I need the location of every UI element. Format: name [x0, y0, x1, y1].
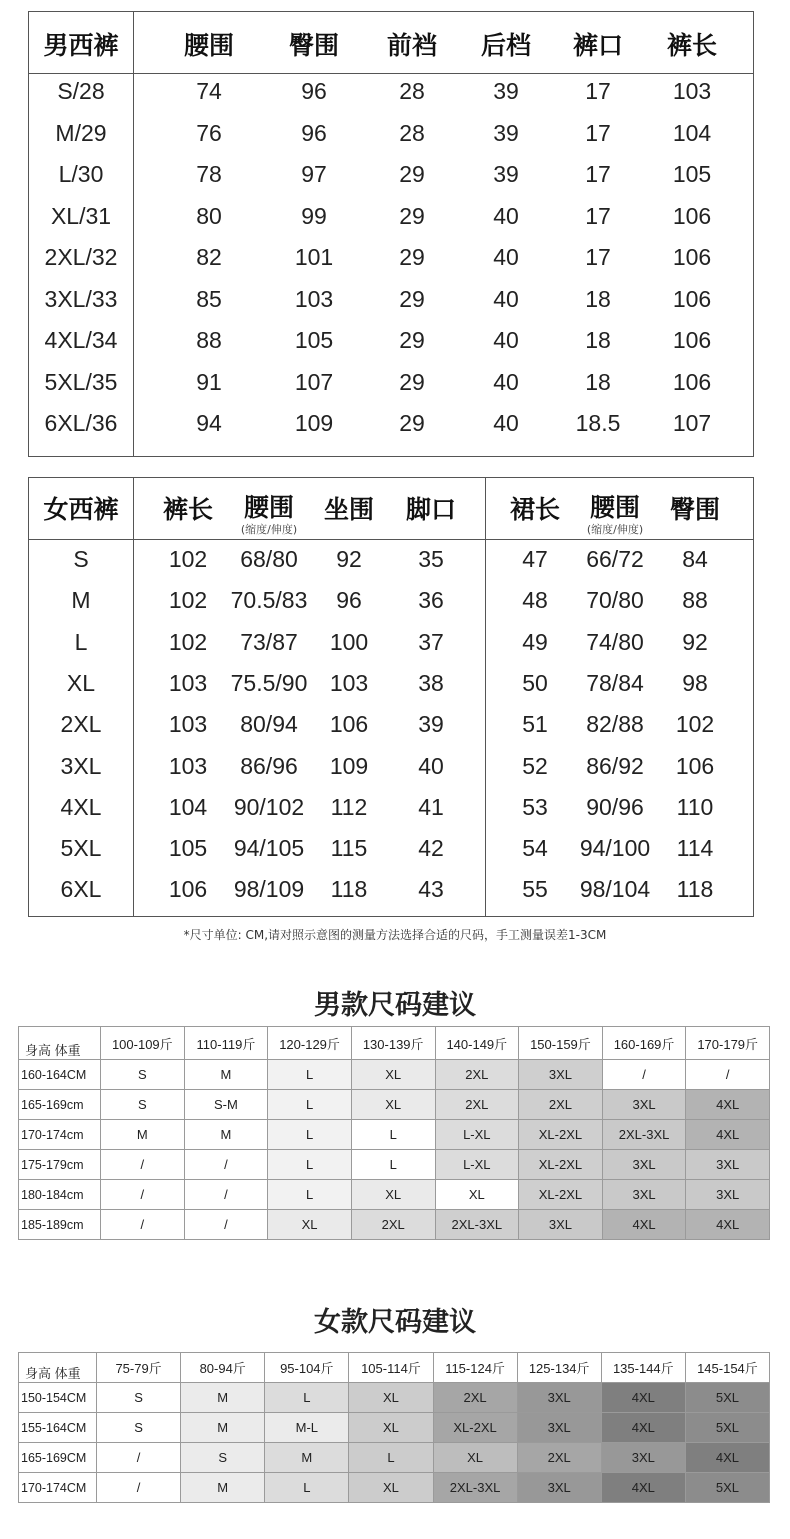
men-size-label: 3XL/33 [44, 285, 118, 312]
men-size-value: 105 [672, 161, 712, 187]
women-size-value: 92 [336, 546, 362, 572]
women-suggest-weight-header: 145-154斤 [685, 1353, 769, 1383]
men-suggest-height-label: 170-174cm [19, 1120, 101, 1150]
women-suggest-size-cell: S [181, 1443, 265, 1473]
men-suggest-size-cell: L [351, 1120, 435, 1150]
women-size-value: 40 [418, 752, 444, 779]
women-suggest-size-cell: 3XL [517, 1413, 601, 1443]
men-size-value: 28 [399, 78, 425, 104]
women-suggest-size-cell: S [97, 1383, 181, 1413]
women-size-value: 80/94 [240, 711, 298, 738]
women-size-value: 42 [418, 835, 444, 862]
women-suggest-size-cell: L [349, 1443, 433, 1473]
men-size-value: 96 [301, 78, 327, 104]
men-size-label: L/30 [58, 161, 104, 187]
women-suggest-size-cell: XL [349, 1383, 433, 1413]
men-size-value: 40 [493, 244, 519, 270]
men-suggest-title: 男款尺码建议 [314, 990, 476, 1021]
men-size-value: 109 [294, 410, 334, 436]
women-header-skirt-waist: 腰围 [589, 493, 640, 522]
men-size-label: 6XL/36 [44, 410, 118, 436]
men-suggest-size-cell: L-XL [435, 1150, 519, 1180]
women-size-value: 118 [676, 876, 714, 903]
women-size-label: L [74, 628, 88, 655]
women-size-value: 74/80 [586, 628, 644, 655]
men-suggest-row [19, 1210, 770, 1240]
men-suggest-size-cell: L [268, 1090, 352, 1120]
men-suggest-size-cell: XL-2XL [519, 1150, 603, 1180]
women-size-value: 52 [522, 752, 548, 779]
men-suggest-row [19, 1060, 770, 1090]
women-size-value: 78/84 [586, 669, 644, 696]
women-suggest-size-cell: 2XL [517, 1443, 601, 1473]
women-size-value: 102 [168, 587, 208, 614]
women-size-label: S [73, 546, 89, 572]
men-size-value: 29 [399, 244, 425, 270]
women-size-value: 55 [522, 876, 548, 903]
women-size-label: 2XL [60, 711, 102, 738]
men-size-value: 40 [493, 368, 519, 395]
women-size-value: 48 [522, 587, 548, 614]
women-size-value: 103 [168, 669, 208, 696]
men-size-value: 94 [196, 410, 222, 436]
women-size-value: 73/87 [240, 628, 298, 655]
men-size-value: 99 [301, 202, 327, 229]
women-suggest-size-cell: 2XL [433, 1383, 517, 1413]
women-suggest-size-cell: M [181, 1473, 265, 1503]
women-size-value: 106 [675, 752, 715, 779]
women-suggest-size-cell: XL [349, 1413, 433, 1443]
men-size-value: 106 [672, 285, 712, 312]
women-size-value: 102 [675, 711, 715, 738]
women-size-value: 98/109 [233, 876, 305, 903]
unit-note: *尺寸单位: CM,请对照示意图的测量方法选择合适的尺码，手工测量误差1-3CM [183, 928, 607, 942]
men-suggest-size-cell: XL [351, 1090, 435, 1120]
women-size-value: 66/72 [586, 546, 644, 572]
women-size-table [28, 477, 754, 917]
men-suggest-size-cell: S-M [184, 1090, 268, 1120]
men-size-value: 107 [672, 410, 712, 436]
women-size-value: 94/105 [233, 835, 305, 862]
men-suggest-size-cell: 2XL [435, 1060, 519, 1090]
women-suggest-weight-header: 105-114斤 [349, 1353, 433, 1383]
women-size-value: 114 [676, 835, 714, 862]
women-suggest-size-cell: 3XL [601, 1443, 685, 1473]
women-suggest-size-cell: S [97, 1413, 181, 1443]
women-size-value: 104 [168, 793, 208, 820]
men-suggest-weight-header: 100-109斤 [101, 1027, 185, 1060]
women-size-value: 41 [418, 793, 444, 820]
women-size-value: 90/96 [586, 793, 644, 820]
women-suggest-height-label: 170-174CM [19, 1473, 97, 1503]
men-size-value: 74 [196, 78, 222, 104]
men-size-value: 29 [399, 202, 425, 229]
men-size-value: 18.5 [575, 410, 621, 436]
women-size-value: 106 [168, 876, 208, 903]
men-size-value: 96 [301, 119, 327, 146]
men-suggest-weight-header: 130-139斤 [351, 1027, 435, 1060]
women-size-value: 98/104 [579, 876, 651, 903]
men-suggest-size-cell: 4XL [602, 1210, 686, 1240]
women-suggest-height-label: 150-154CM [19, 1383, 97, 1413]
men-size-value: 17 [585, 119, 611, 146]
men-size-value: 106 [672, 244, 712, 270]
women-size-value: 70.5/83 [230, 587, 308, 614]
men-size-value: 101 [294, 244, 334, 270]
men-size-value: 18 [585, 368, 611, 395]
women-size-value: 90/102 [233, 793, 305, 820]
men-size-value: 106 [672, 327, 712, 353]
women-suggest-row [19, 1473, 770, 1503]
women-size-value: 98 [682, 669, 708, 696]
women-header-length: 裤长 [162, 495, 213, 524]
men-suggest-size-cell: XL [351, 1060, 435, 1090]
women-suggest-size-cell: 3XL [517, 1473, 601, 1503]
women-size-value: 115 [330, 835, 368, 862]
men-suggest-size-cell: XL [351, 1180, 435, 1210]
men-size-value: 40 [493, 202, 519, 229]
women-table-divider-left [133, 478, 134, 916]
men-size-label: M/29 [55, 119, 107, 146]
women-size-value: 54 [522, 835, 548, 862]
men-size-value: 88 [196, 327, 222, 353]
women-suggest-size-cell: M [265, 1443, 349, 1473]
women-size-value: 109 [329, 752, 369, 779]
women-suggest-weight-header: 80-94斤 [181, 1353, 265, 1383]
men-size-value: 29 [399, 161, 425, 187]
women-size-value: 88 [682, 587, 708, 614]
men-size-value: 29 [399, 285, 425, 312]
women-size-value: 47 [522, 546, 548, 572]
women-suggest-size-cell: XL [433, 1443, 517, 1473]
men-suggest-corner-label: 身高 体重 [19, 1027, 101, 1060]
men-suggest-size-cell: 4XL [686, 1120, 770, 1150]
men-suggest-size-cell: / [101, 1150, 185, 1180]
women-suggest-size-cell: 5XL [685, 1473, 769, 1503]
men-suggest-size-cell: 3XL [519, 1210, 603, 1240]
men-size-value: 17 [585, 202, 611, 229]
women-size-value: 35 [418, 546, 444, 572]
women-suggest-weight-header: 125-134斤 [517, 1353, 601, 1383]
women-size-value: 36 [418, 587, 444, 614]
men-suggest-row [19, 1150, 770, 1180]
men-size-value: 18 [585, 285, 611, 312]
women-size-value: 96 [336, 587, 362, 614]
men-suggest-size-cell: 2XL-3XL [602, 1120, 686, 1150]
men-size-value: 107 [294, 368, 334, 395]
women-suggest-weight-header: 75-79斤 [97, 1353, 181, 1383]
men-suggest-row [19, 1180, 770, 1210]
women-size-label: 5XL [60, 835, 102, 862]
men-suggest-size-cell: S [101, 1090, 185, 1120]
men-suggest-size-cell: / [184, 1180, 268, 1210]
women-size-value: 86/92 [586, 752, 644, 779]
women-size-value: 53 [522, 793, 548, 820]
women-header-skirt-hip: 臀围 [669, 495, 720, 524]
men-suggest-size-cell: 3XL [686, 1180, 770, 1210]
women-suggest-weight-header: 115-124斤 [433, 1353, 517, 1383]
women-suggest-size-cell: L [265, 1473, 349, 1503]
men-suggest-size-cell: M [101, 1120, 185, 1150]
men-size-value: 103 [294, 285, 334, 312]
men-suggest-height-label: 160-164CM [19, 1060, 101, 1090]
women-size-value: 106 [329, 711, 369, 738]
women-size-value: 84 [682, 546, 708, 572]
men-size-value: 106 [672, 202, 712, 229]
men-size-value: 105 [294, 327, 334, 353]
men-size-value: 17 [585, 161, 611, 187]
men-size-table [28, 11, 754, 457]
women-size-label: XL [66, 669, 96, 696]
men-suggest-size-cell: L [268, 1060, 352, 1090]
women-size-value: 92 [682, 628, 708, 655]
men-header-hip: 臀围 [288, 31, 339, 60]
men-suggest-size-cell: / [101, 1180, 185, 1210]
men-size-value: 29 [399, 327, 425, 353]
men-suggest-weight-header: 170-179斤 [686, 1027, 770, 1060]
men-suggest-size-cell: 3XL [602, 1180, 686, 1210]
men-suggest-size-cell: L-XL [435, 1120, 519, 1150]
men-suggest-size-cell: / [602, 1060, 686, 1090]
men-suggest-grid [18, 1026, 770, 1240]
men-suggest-size-cell: / [101, 1210, 185, 1240]
women-size-value: 110 [676, 793, 714, 820]
women-skirt-waist-subnote: (缩度/伸度) [586, 523, 644, 536]
men-suggest-size-cell: 2XL [435, 1090, 519, 1120]
women-suggest-size-cell: 4XL [685, 1443, 769, 1473]
men-suggest-size-cell: XL [435, 1180, 519, 1210]
women-size-value: 112 [330, 793, 368, 820]
men-suggest-size-cell: L [268, 1150, 352, 1180]
women-size-value: 102 [168, 628, 208, 655]
women-size-value: 50 [522, 669, 548, 696]
men-suggest-size-cell: L [351, 1150, 435, 1180]
women-size-value: 68/80 [240, 546, 298, 572]
men-size-value: 40 [493, 285, 519, 312]
women-size-value: 102 [168, 546, 208, 572]
men-suggest-size-cell: 4XL [686, 1090, 770, 1120]
men-size-label: 4XL/34 [44, 327, 118, 353]
men-size-label: 2XL/32 [44, 244, 118, 270]
women-size-value: 103 [168, 752, 208, 779]
men-size-value: 106 [672, 368, 712, 395]
men-size-value: 91 [196, 368, 222, 395]
men-suggest-size-cell: / [686, 1060, 770, 1090]
men-suggest-size-cell: 3XL [519, 1060, 603, 1090]
men-size-value: 85 [196, 285, 222, 312]
women-suggest-title: 女款尺码建议 [314, 1307, 476, 1338]
men-suggest-size-cell: 3XL [686, 1150, 770, 1180]
men-suggest-height-label: 165-169cm [19, 1090, 101, 1120]
women-size-value: 86/96 [240, 752, 298, 779]
women-table-divider-mid [485, 478, 486, 916]
women-suggest-size-cell: XL [349, 1473, 433, 1503]
women-suggest-row [19, 1413, 770, 1443]
women-size-value: 75.5/90 [230, 669, 308, 696]
men-size-value: 104 [672, 119, 712, 146]
men-size-value: 29 [399, 368, 425, 395]
men-header-waist: 腰围 [183, 31, 234, 60]
men-suggest-size-cell: 3XL [602, 1150, 686, 1180]
women-suggest-row [19, 1383, 770, 1413]
women-header-seat: 坐围 [323, 495, 374, 524]
men-suggest-height-label: 185-189cm [19, 1210, 101, 1240]
women-suggest-size-cell: / [97, 1443, 181, 1473]
men-header-hem: 裤口 [572, 31, 623, 60]
women-size-value: 37 [418, 628, 444, 655]
men-header-front-rise: 前裆 [386, 31, 437, 60]
men-size-value: 28 [399, 119, 425, 146]
men-table-divider [133, 12, 134, 456]
men-header-length: 裤长 [666, 31, 717, 60]
women-suggest-row [19, 1443, 770, 1473]
men-suggest-height-label: 180-184cm [19, 1180, 101, 1210]
women-size-value: 100 [329, 628, 369, 655]
women-suggest-size-cell: 4XL [601, 1473, 685, 1503]
women-header-skirt-length: 裙长 [509, 495, 560, 524]
men-suggest-size-cell: 3XL [602, 1090, 686, 1120]
men-suggest-size-cell: 2XL [351, 1210, 435, 1240]
men-size-value: 76 [196, 119, 222, 146]
women-suggest-size-cell: 3XL [517, 1383, 601, 1413]
men-size-value: 40 [493, 410, 519, 436]
women-size-value: 38 [418, 669, 444, 696]
men-suggest-weight-header: 140-149斤 [435, 1027, 519, 1060]
men-suggest-size-cell: 2XL [519, 1090, 603, 1120]
men-header-label: 男西裤 [43, 31, 119, 60]
women-suggest-weight-header: 95-104斤 [265, 1353, 349, 1383]
women-suggest-size-cell: 4XL [601, 1413, 685, 1443]
men-suggest-size-cell: XL [268, 1210, 352, 1240]
women-waist-subnote: (缩度/伸度) [240, 523, 298, 536]
men-suggest-height-label: 175-179cm [19, 1150, 101, 1180]
women-header-label: 女西裤 [43, 495, 119, 524]
men-suggest-size-cell: M [184, 1120, 268, 1150]
men-suggest-weight-header: 150-159斤 [519, 1027, 603, 1060]
men-size-label: 5XL/35 [44, 368, 118, 395]
men-size-value: 78 [196, 161, 222, 187]
women-size-label: 6XL [60, 876, 102, 903]
women-size-value: 103 [168, 711, 208, 738]
men-size-value: 80 [196, 202, 222, 229]
women-suggest-height-label: 155-164CM [19, 1413, 97, 1443]
women-suggest-size-cell: M [181, 1413, 265, 1443]
men-size-value: 82 [196, 244, 222, 270]
women-suggest-corner-label: 身高 体重 [19, 1353, 97, 1383]
women-size-value: 70/80 [586, 587, 644, 614]
men-header-back-rise: 后档 [480, 31, 531, 60]
women-size-value: 118 [330, 876, 368, 903]
men-suggest-row [19, 1120, 770, 1150]
women-size-value: 51 [522, 711, 548, 738]
men-suggest-size-cell: L [268, 1180, 352, 1210]
women-size-value: 82/88 [586, 711, 644, 738]
men-size-value: 17 [585, 244, 611, 270]
women-suggest-size-cell: 2XL-3XL [433, 1473, 517, 1503]
men-size-value: 29 [399, 410, 425, 436]
women-header-waist: 腰围 [243, 493, 294, 522]
men-suggest-size-cell: XL-2XL [519, 1120, 603, 1150]
men-size-label: XL/31 [50, 202, 112, 229]
women-size-value: 43 [418, 876, 444, 903]
women-suggest-size-cell: / [97, 1473, 181, 1503]
women-size-label: 3XL [60, 752, 102, 779]
men-suggest-row [19, 1090, 770, 1120]
men-size-value: 39 [493, 161, 519, 187]
women-suggest-size-cell: XL-2XL [433, 1413, 517, 1443]
women-suggest-grid [18, 1352, 770, 1503]
men-suggest-weight-header: 110-119斤 [184, 1027, 268, 1060]
men-suggest-size-cell: 4XL [686, 1210, 770, 1240]
men-size-value: 39 [493, 119, 519, 146]
women-size-value: 103 [329, 669, 369, 696]
women-suggest-size-cell: M-L [265, 1413, 349, 1443]
men-suggest-weight-header: 120-129斤 [268, 1027, 352, 1060]
women-size-value: 105 [168, 835, 208, 862]
men-suggest-size-cell: 2XL-3XL [435, 1210, 519, 1240]
men-size-label: S/28 [57, 78, 105, 104]
women-suggest-size-cell: 5XL [685, 1413, 769, 1443]
women-suggest-size-cell: L [265, 1383, 349, 1413]
men-suggest-size-cell: / [184, 1210, 268, 1240]
women-suggest-size-cell: 5XL [685, 1383, 769, 1413]
men-size-value: 40 [493, 327, 519, 353]
men-size-value: 18 [585, 327, 611, 353]
women-size-label: 4XL [60, 793, 102, 820]
women-suggest-height-label: 165-169CM [19, 1443, 97, 1473]
women-suggest-size-cell: M [181, 1383, 265, 1413]
men-suggest-weight-header: 160-169斤 [602, 1027, 686, 1060]
women-suggest-size-cell: 4XL [601, 1383, 685, 1413]
women-size-value: 49 [522, 628, 548, 655]
men-size-value: 103 [672, 78, 712, 104]
women-header-hem: 脚口 [405, 495, 456, 524]
women-size-value: 39 [418, 711, 444, 738]
men-size-value: 17 [585, 78, 611, 104]
men-suggest-size-cell: XL-2XL [519, 1180, 603, 1210]
men-suggest-size-cell: / [184, 1150, 268, 1180]
men-suggest-size-cell: S [101, 1060, 185, 1090]
women-suggest-weight-header: 135-144斤 [601, 1353, 685, 1383]
men-suggest-size-cell: L [268, 1120, 352, 1150]
men-size-value: 39 [493, 78, 519, 104]
women-size-label: M [71, 587, 91, 614]
men-size-value: 97 [301, 161, 327, 187]
women-size-value: 94/100 [579, 835, 651, 862]
men-suggest-size-cell: M [184, 1060, 268, 1090]
